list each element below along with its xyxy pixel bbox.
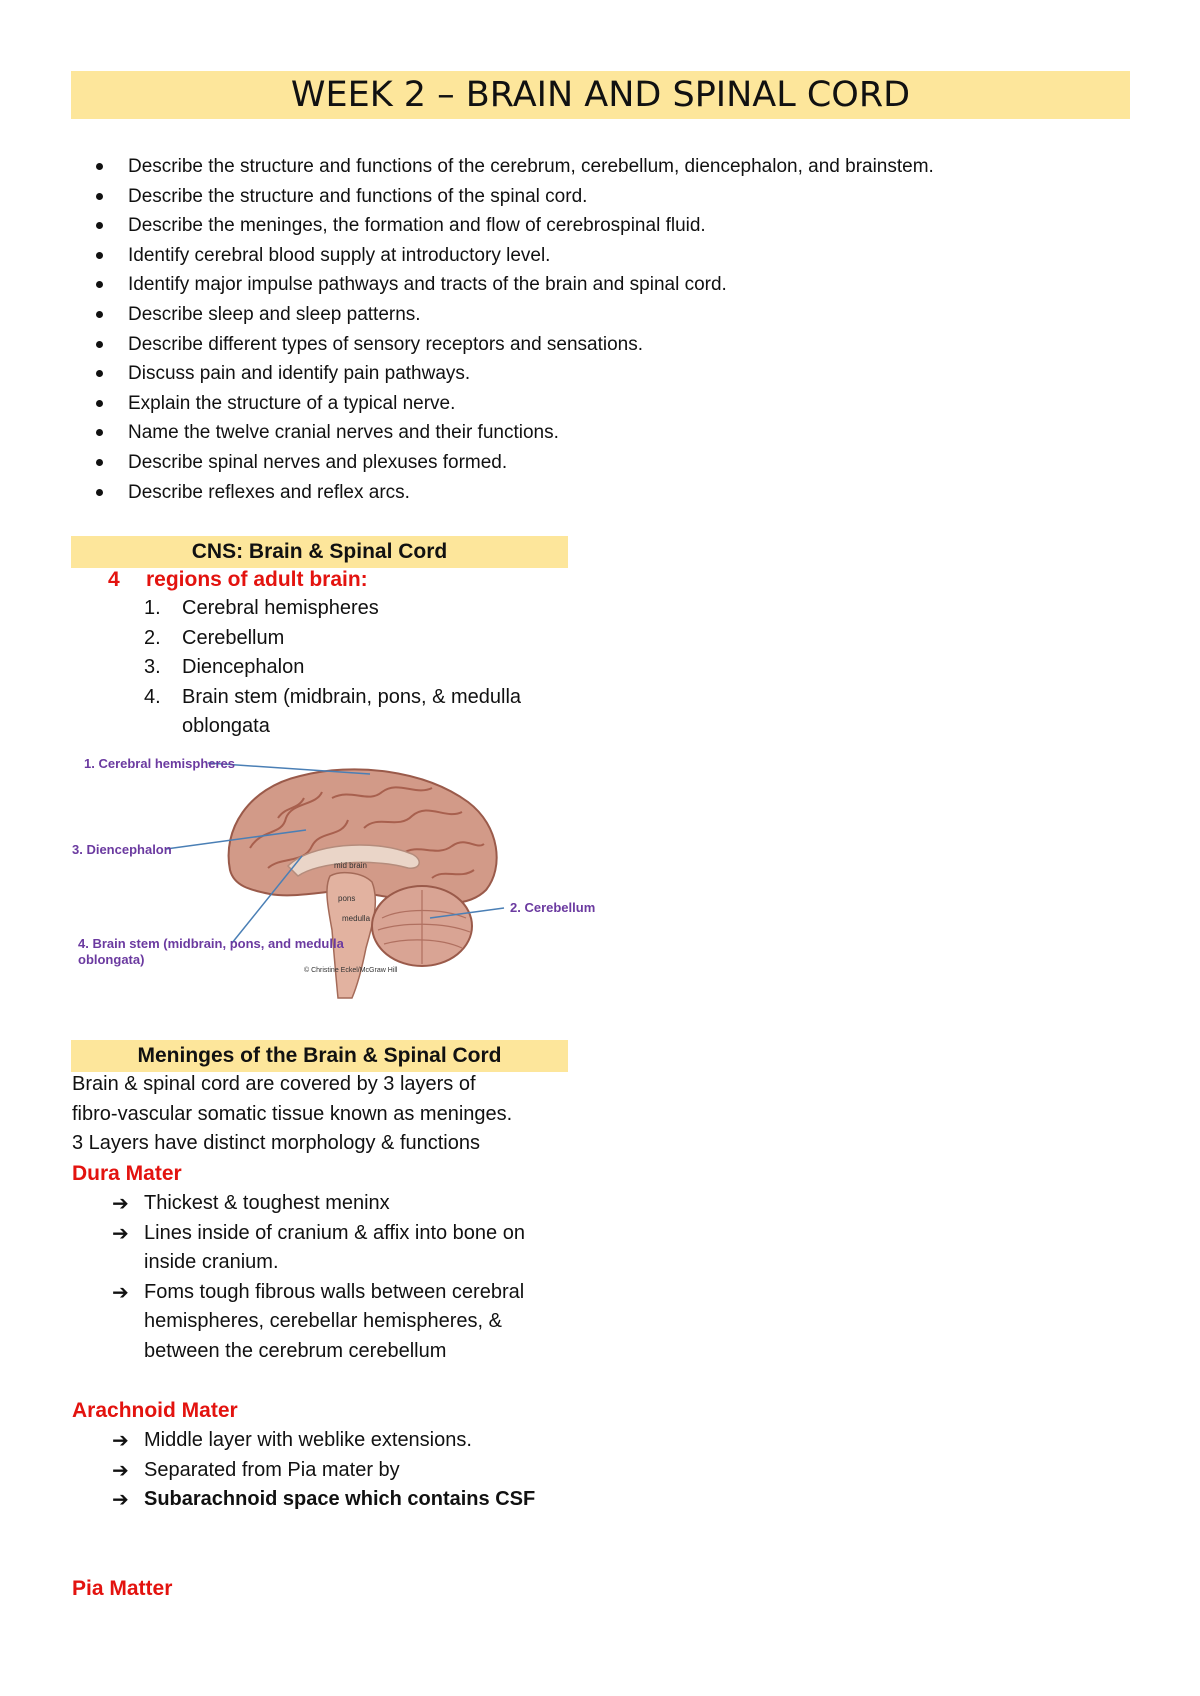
dura-point [108,1278,574,1367]
arachnoid-point [108,1456,574,1486]
dura-point [108,1189,574,1219]
dura-point-text: Thickest & toughest meninx [144,1192,390,1214]
right-arrow-icon: ➔ [112,1279,129,1304]
pia-mater-heading: Pia Matter [72,1577,173,1600]
region-text: Cerebellum [182,626,285,649]
region-number: 4. [144,685,161,708]
label-medulla: medulla [342,914,371,923]
label-cerebellum: 2. Cerebellum [510,900,596,915]
right-arrow-icon: ➔ [112,1220,129,1245]
region-text: Cerebral hemispheres [182,597,379,619]
objective-item: Describe the structure and functions of the cerebrum, cerebellum, diencephalon, and brainstem. [88,152,934,182]
regions-list [140,594,602,742]
region-text: Diencephalon [182,656,305,678]
objective-item: Describe reflexes and reflex arcs. [88,478,934,508]
label-brainstem-line1: 4. Brain stem (midbrain, pons, and medulla [78,936,344,951]
brain-figure [72,756,596,1014]
objective-item: Identify cerebral blood supply at introductory level. [88,241,934,271]
arachnoid-point-text: Middle layer with weblike extensions. [144,1429,472,1451]
right-arrow-icon: ➔ [112,1428,129,1452]
objective-item: Describe the meninges, the formation and flow of cerebrospinal fluid. [88,211,934,241]
meninges-intro [72,1070,572,1159]
dura-point-text: Foms tough fibrous walls between cerebral hemispheres, cerebellar hemispheres, & between the cerebrum cerebellum [144,1280,525,1362]
objective-item: Identify major impulse pathways and tracts of the brain and spinal cord. [88,270,934,300]
label-cerebral-hemispheres: 1. Cerebral hemispheres [84,756,236,771]
dura-point [108,1219,574,1278]
region-item [140,683,602,742]
arachnoid-point-text: Separated from Pia mater by [144,1458,400,1481]
region-item [140,653,602,683]
arachnoid-point [108,1426,574,1456]
page-title: WEEK 2 – BRAIN AND SPINAL CORD [71,71,1130,119]
objective-item: Describe sleep and sleep patterns. [88,300,934,330]
dura-mater-points [108,1189,574,1366]
regions-count: 4 [108,568,120,591]
region-text: Brain stem (midbrain, pons, & medulla oblongata [182,685,522,737]
objective-item: Explain the structure of a typical nerve. [88,389,934,419]
region-item [140,594,602,624]
arachnoid-point-text-bold: Subarachnoid space which contains CSF [144,1488,536,1510]
right-arrow-icon: ➔ [112,1487,129,1511]
objective-item: Discuss pain and identify pain pathways. [88,359,934,389]
arachnoid-mater-points [108,1426,574,1515]
dura-mater-heading: Dura Mater [72,1162,182,1185]
arachnoid-mater-heading: Arachnoid Mater [72,1399,238,1422]
regions-heading [108,565,368,595]
label-midbrain: mid brain [334,861,367,870]
objective-item: Describe different types of sensory receptors and sensations. [88,330,934,360]
label-diencephalon: 3. Diencephalon [72,842,172,857]
right-arrow-icon: ➔ [112,1457,129,1482]
region-number: 3. [144,656,161,678]
intro-line: Brain & spinal cord are covered by 3 layers of [72,1073,476,1095]
intro-line: fibro-vascular somatic tissue known as meninges. [72,1102,513,1125]
label-brainstem-line2: oblongata) [78,952,145,967]
brain-diagram [72,756,596,1014]
objective-item: Name the twelve cranial nerves and their functions. [88,418,934,448]
objective-item: Describe the structure and functions of the spinal cord. [88,182,934,212]
objectives-list [88,152,934,507]
right-arrow-icon: ➔ [112,1191,129,1215]
meninges-heading: Meninges of the Brain & Spinal Cord [71,1040,568,1072]
figure-credit: © Christine Eckel/McGraw Hill [304,967,398,974]
arachnoid-point [108,1485,574,1515]
dura-point-text: Lines inside of cranium & affix into bone on inside cranium. [144,1221,525,1273]
intro-line: 3 Layers have distinct morphology & functions [72,1132,480,1154]
label-pons: pons [338,894,356,903]
cns-heading: CNS: Brain & Spinal Cord [71,536,568,568]
region-item [140,624,602,654]
objective-item: Describe spinal nerves and plexuses formed. [88,448,934,478]
region-number: 2. [144,626,161,649]
regions-label: regions of adult brain: [146,568,368,591]
region-number: 1. [144,597,161,619]
